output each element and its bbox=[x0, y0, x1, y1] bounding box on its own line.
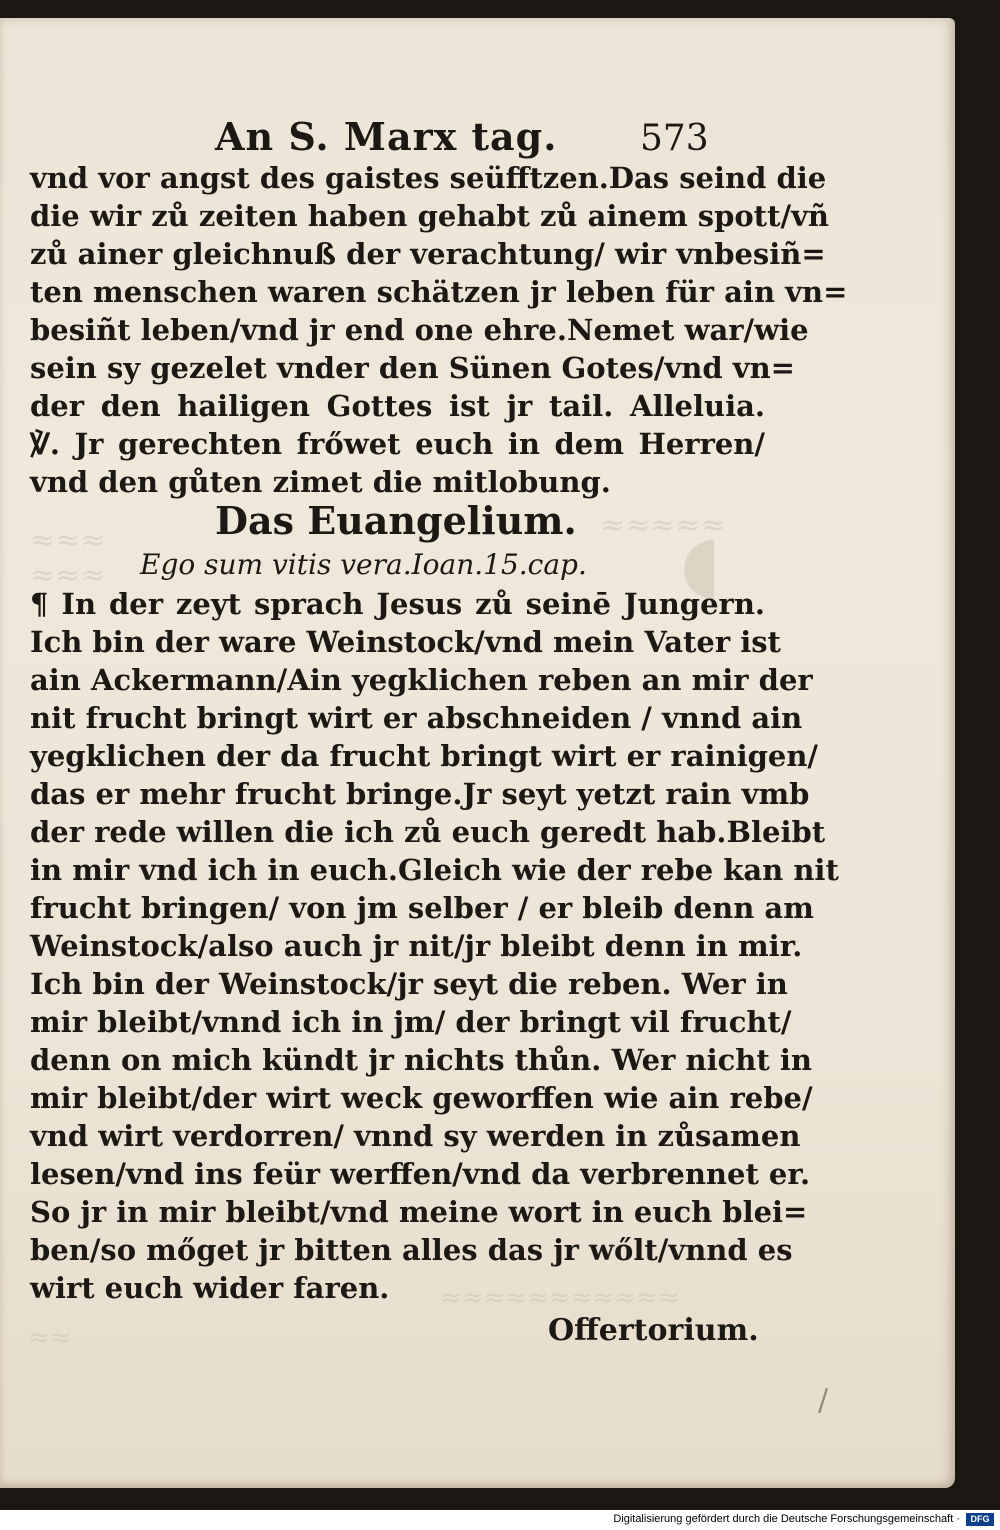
digitization-footer bbox=[0, 1510, 1000, 1530]
dfg-logo: DFG bbox=[966, 1513, 994, 1526]
text-line: vnd den gůten zimet die mitlobung. bbox=[30, 465, 611, 499]
text-line: sein sy gezelet vnder den Sünen Gotes/vnd vn= bbox=[30, 351, 795, 385]
text-line: Weinstock/also auch jr nit/jr bleibt denn in mir. bbox=[30, 929, 803, 963]
text-line: wirt euch wider faren. bbox=[30, 1271, 390, 1305]
text-line: vnd wirt verdorren/ vnnd sy werden in zůsamen bbox=[30, 1119, 801, 1153]
text-line: zů ainer gleichnuß der verachtung/ wir vnbesiñ= bbox=[30, 237, 826, 271]
show-through-initial: ◖ bbox=[680, 518, 722, 609]
page-number: 573 bbox=[640, 118, 709, 159]
text-line: mir bleibt/vnnd ich in jm/ der bringt vil frucht/ bbox=[30, 1005, 792, 1039]
text-line: ain Ackermann/Ain yegklichen reben an mir der bbox=[30, 663, 813, 697]
text-line: mir bleibt/der wirt weck geworffen wie ain rebe/ bbox=[30, 1081, 813, 1115]
text-line: yegklichen der da frucht bringt wirt er rainigen/ bbox=[30, 739, 819, 773]
section-heading: Das Euangelium. bbox=[215, 498, 577, 543]
text-line: ten menschen waren schätzen jr leben für ain vn= bbox=[30, 275, 848, 309]
text-line: ℣. Jr gerechten frőwet euch in dem Herren/ bbox=[30, 427, 765, 461]
show-through-text: ≈≈≈ bbox=[30, 523, 106, 558]
text-line: der rede willen die ich zů euch geredt hab.Bleibt bbox=[30, 815, 826, 849]
running-head: An S. Marx tag. bbox=[215, 114, 558, 159]
text-line: lesen/vnd ins feür werffen/vnd da verbrennet er. bbox=[30, 1157, 811, 1191]
text-line: das er mehr frucht bringe.Jr seyt yetzt rain vmb bbox=[30, 777, 810, 811]
show-through-text: ≈≈≈≈≈≈≈≈≈≈≈ bbox=[440, 1283, 680, 1313]
text-line: Ich bin der Weinstock/jr seyt die reben. Wer in bbox=[30, 967, 788, 1001]
text-line: frucht bringen/ von jm selber / er bleib denn am bbox=[30, 891, 814, 925]
catchword: Offertorium. bbox=[548, 1313, 759, 1348]
text-line: ¶ In der zeyt sprach Jesus zů seinē Jungern. bbox=[30, 587, 765, 621]
margin-mark: / bbox=[818, 1383, 829, 1418]
text-line: ben/so mőget jr bitten alles das jr wőlt/vnnd es bbox=[30, 1233, 793, 1267]
book-page bbox=[0, 18, 955, 1488]
text-line: in mir vnd ich in euch.Gleich wie der rebe kan nit bbox=[30, 853, 839, 887]
text-line: besiñt leben/vnd jr end one ehre.Nemet war/wie bbox=[30, 313, 809, 347]
text-line: nit frucht bringt wirt er abschneiden / vnnd ain bbox=[30, 701, 803, 735]
text-line: die wir zů zeiten haben gehabt zů ainem spott/vñ bbox=[30, 199, 830, 233]
text-line: Ich bin der ware Weinstock/vnd mein Vater ist bbox=[30, 625, 781, 659]
text-line: So jr in mir bleibt/vnd meine wort in euch blei= bbox=[30, 1195, 808, 1229]
text-line: der den hailigen Gottes ist jr tail. Alleluia. bbox=[30, 389, 765, 423]
footer-credit: Digitalisierung gefördert durch die Deutsche Forschungsgemeinschaft · bbox=[613, 1513, 960, 1525]
text-line: vnd vor angst des gaistes seüfftzen.Das seind die bbox=[30, 161, 827, 195]
gospel-reference: Ego sum vitis vera.Ioan.15.cap. bbox=[140, 548, 587, 581]
text-line: denn on mich kündt jr nichts thůn. Wer nicht in bbox=[30, 1043, 812, 1077]
show-through-text: ≈≈≈≈≈ bbox=[600, 508, 726, 543]
show-through-text: ≈≈ bbox=[28, 1323, 72, 1353]
show-through-text: ≈≈≈ bbox=[30, 558, 106, 593]
